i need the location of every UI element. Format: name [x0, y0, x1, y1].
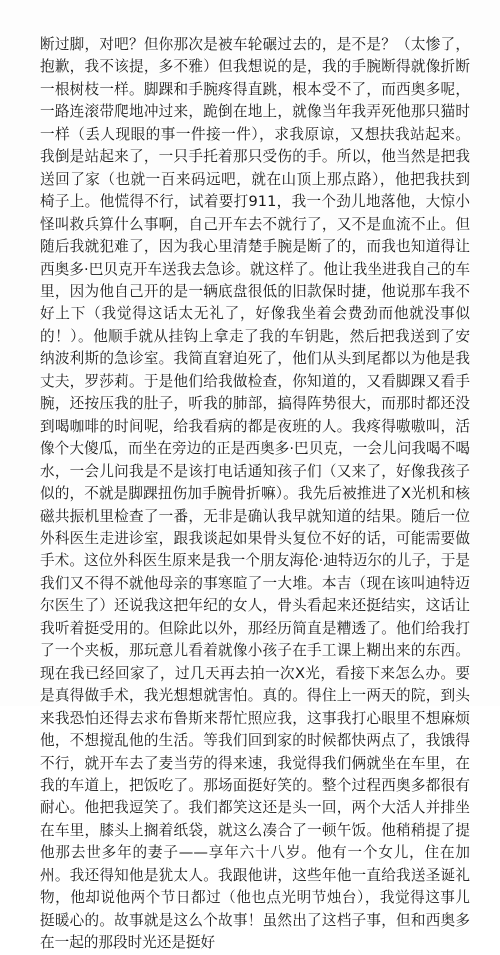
body-paragraph: 断过脚，对吧？但你那次是被车轮碾过去的，是不是？（太惨了，抱歉，我不该提，多不雅）但我想说的是，我的手腕断得就像折断一根树枝一样。脚踝和手腕疼得直跳，根本受不了，而西奥多呢，一路连滚带爬地冲过来，跪倒在地上，就像当年我弄死他那只猫时一样（丢人现眼的事一件接一件），求我原谅，又想扶我站起来。我倒是站起来了，一只手托着那只受伤的手。所以，他当然是把我送回了家（也就一百来码远吧，就在山顶上那点路），他把我扶到椅子上。他慌得不行，试着要打911，我一个劲儿地落他，大惊小怪叫救兵算什么事啊，自己开车去不就行了，又不是血流不止。但随后我就犯难了，因为我心里清楚手腕是断了的，而我也知道得让西奥多·巴贝克开车送我去急诊。就这样了。他让我坐进我自己的车里，因为他自己开的是一辆底盘很低的旧款保时捷，他说那车我不好上下（我觉得这话太无礼了，好像我坐着会费劲而他就没事似的！）。他顺手就从挂钩上拿走了我的车钥匙，然后把我送到了安纳波利斯的急诊室。我简直窘迫死了，他们从头到尾都以为他是我丈夫，罗莎莉。于是他们给我做检查，你知道的，又看脚踝又看手腕，还按压我的肚子，听我的肺部，搞得阵势很大，而那时都还没到喝咖啡的时间呢，给我看病的都是夜班的人。我疼得嗷嗷叫，活像个大傻瓜，而坐在旁边的正是西奥多·巴贝克，一会儿问我喝不喝水，一会儿问我是不是该打电话通知孩子们（又来了，好像我孩子似的，不就是脚踝扭伤加手腕骨折嘛）。我先后被推进了X光机和核磁共振机里检查了一番，无非是确认我早就知道的结果。随后一位外科医生走进诊室，跟我谈起如果骨头复位不好的话，可能需要做手术。这位外科医生原来是我一个朋友海伦·迪特迈尔的儿子，于是我们又不得不就他母亲的事寒暄了一大堆。本吉（现在该叫迪特迈尔医生了）还说我这把年纪的女人，骨头看起来还挺结实，这话让我听着挺受用的。但除此以外，那经历简直是糟透了。他们给我打了一个夹板，那玩意儿看着就像小孩子在手工课上糊出来的东西。现在我已经回家了，过几天再去拍一次X光，看接下来怎么办。要是真得做手术，我光想想就害怕。真的。得住上一两天的院，到头来我恐怕还得去求布鲁斯来帮忙照应我，这事我打心眼里不想麻烦他，不想搅乱他的生活。等我们回到家的时候都快两点了，我饿得不行，就开车去了麦当劳的得来速，我觉得我们俩就坐在车里，在我的车道上，把饭吃了。那场面挺好笑的。整个过程西奥多都很有耐心。他把我逗笑了。我们都笑这还是头一回，两个大活人并排坐在车里，膝头上搁着纸袋，就这么凑合了一顿午饭。他稍稍提了提他那去世多年的妻子——享年六十八岁。他有一个女儿，住在加州。我还得知他是犹太人。我跟他讲，这些年他一直给我送圣诞礼物，他却说他两个节日都过（他也点光明节烛台），我觉得这事儿挺暖心的。故事就是这么个故事！虽然出了这档子事，但和西奥多在一起的那段时光还是挺好 [40, 36, 470, 952]
